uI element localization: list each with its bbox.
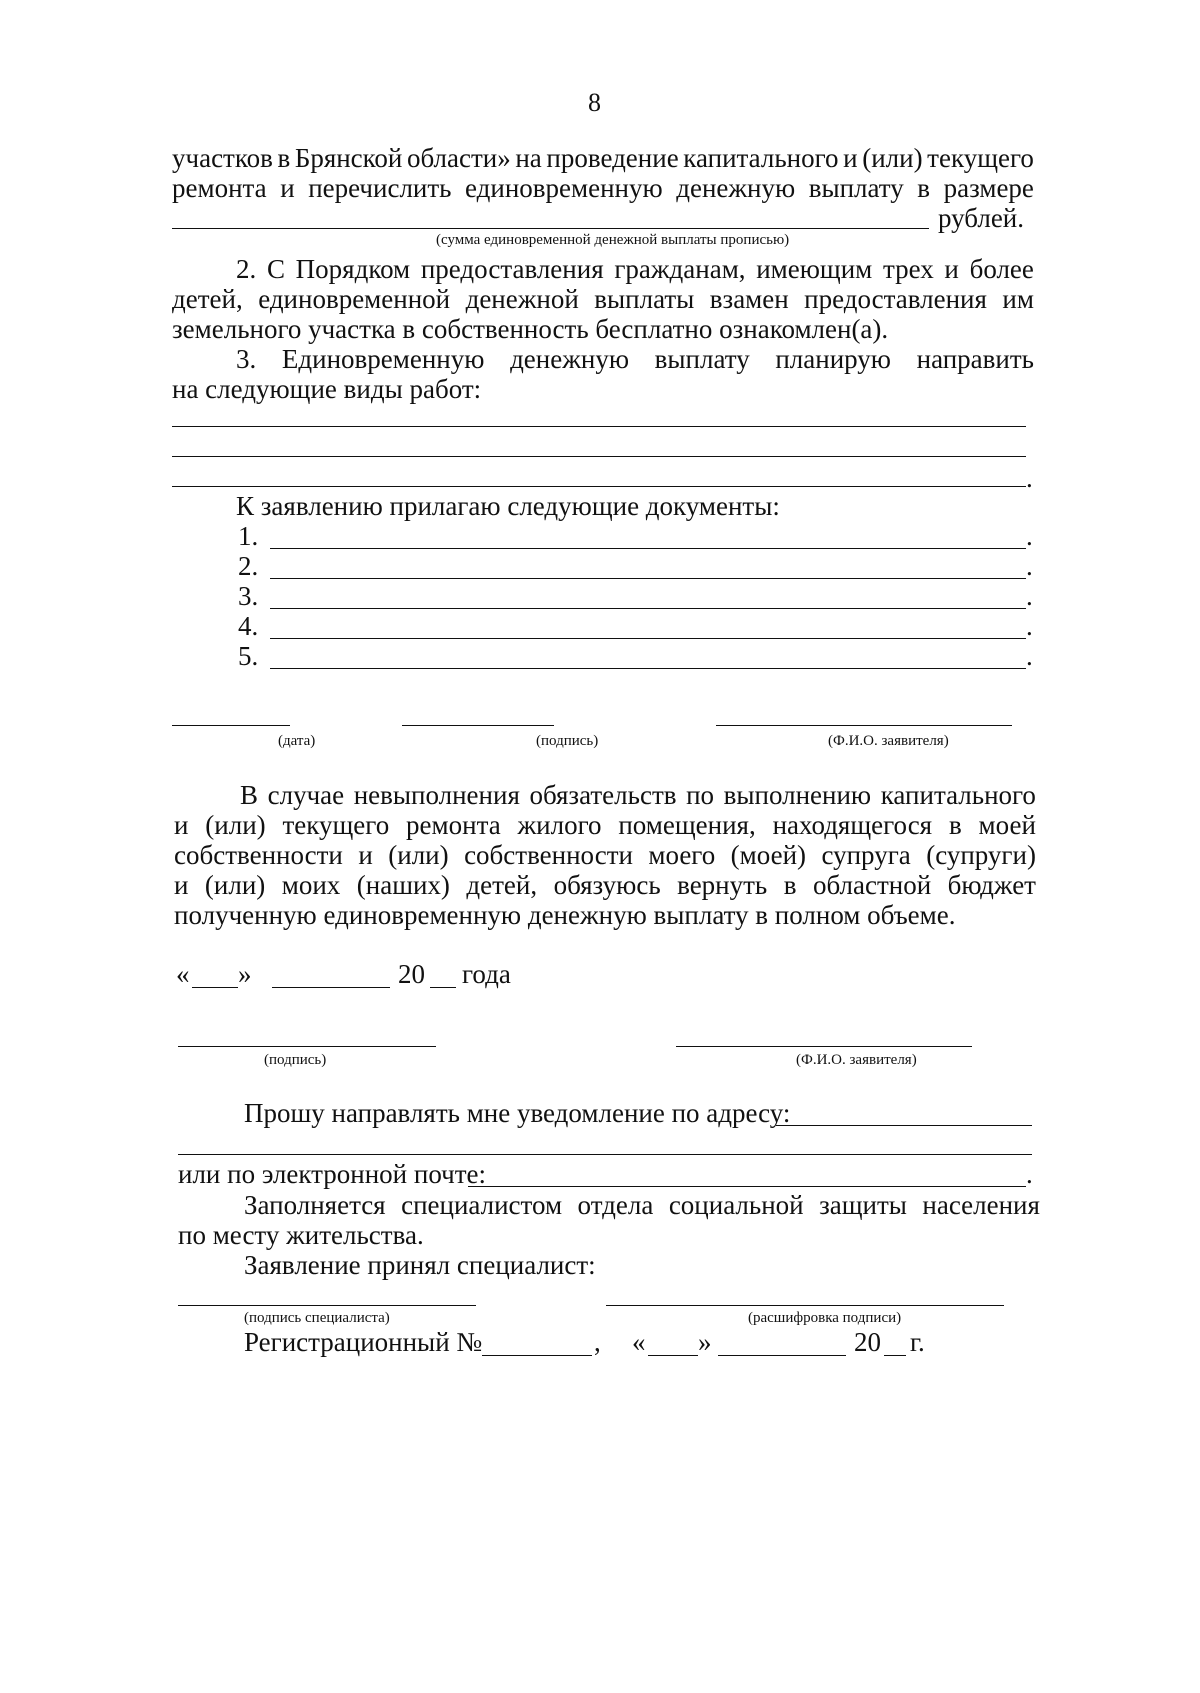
reg-comma: , xyxy=(594,1327,601,1357)
word: перечислить xyxy=(308,173,452,203)
word: (или) xyxy=(862,143,923,173)
word: на xyxy=(515,143,542,173)
word: единовременную xyxy=(465,173,663,203)
obligation-line-1 xyxy=(240,779,1036,811)
document-item-blank[interactable] xyxy=(270,668,1026,669)
word: обязательств xyxy=(529,780,677,810)
word: обязуюсь xyxy=(553,870,661,900)
word: моих xyxy=(281,870,341,900)
reg-number-label: Регистрационный № xyxy=(244,1327,483,1357)
word: Брянской xyxy=(294,143,403,173)
word: невыполнения xyxy=(353,780,520,810)
document-item-end-dot: . xyxy=(1026,521,1033,551)
word: (наших) xyxy=(356,870,450,900)
word: Единовременную xyxy=(281,344,485,374)
item2-line-3: земельного участка в собственность бесплатно ознакомлен(а). xyxy=(172,314,889,344)
work-types-line-2[interactable] xyxy=(172,456,1026,457)
word: (супруги) xyxy=(926,840,1036,870)
obligation-line-3 xyxy=(174,839,1036,871)
word: текущего xyxy=(282,810,390,840)
reg-month-blank[interactable] xyxy=(718,1355,846,1356)
document-item-end-dot: . xyxy=(1026,641,1033,671)
year-blank[interactable] xyxy=(430,987,456,988)
signature-line[interactable] xyxy=(402,725,554,726)
specialist-decoding-line[interactable] xyxy=(606,1305,1004,1306)
page-number: 8 xyxy=(588,88,601,117)
reg-number-blank[interactable] xyxy=(482,1355,592,1356)
date-signature-line[interactable] xyxy=(172,725,290,726)
word: планирую xyxy=(775,344,891,374)
word: в xyxy=(948,810,962,840)
specialist-decoding-caption: (расшифровка подписи) xyxy=(748,1310,902,1326)
obligation-line-5: полученную единовременную денежную выплату в полном объеме. xyxy=(174,900,956,930)
word: ремонта xyxy=(172,173,267,203)
word: денежную xyxy=(510,344,629,374)
amount-caption: (сумма единовременной денежной выплаты прописью) xyxy=(436,232,790,248)
word: Заполняется xyxy=(244,1190,386,1220)
accepted-label: Заявление принял специалист: xyxy=(244,1250,596,1280)
document-item-blank[interactable] xyxy=(270,638,1026,639)
word: вернуть xyxy=(677,870,768,900)
fio-caption: (Ф.И.О. заявителя) xyxy=(828,733,949,749)
document-item-number: 4. xyxy=(238,611,259,641)
word: населения xyxy=(922,1190,1040,1220)
word: капитального xyxy=(683,143,839,173)
word: предоставления xyxy=(420,254,604,284)
word: и xyxy=(174,870,189,900)
word: в xyxy=(277,143,291,173)
word: помещения, xyxy=(618,810,756,840)
document-item-end-dot: . xyxy=(1026,611,1033,641)
word: единовременной xyxy=(258,284,451,314)
word: проведение xyxy=(546,143,679,173)
word: (моей) xyxy=(730,840,807,870)
document-item-blank[interactable] xyxy=(270,608,1026,609)
month-blank[interactable] xyxy=(272,987,390,988)
intro-line-1 xyxy=(172,142,1034,174)
word: моего xyxy=(648,840,716,870)
item3-line-1 xyxy=(236,343,1034,375)
word: и xyxy=(358,840,373,870)
word: взамен xyxy=(709,284,789,314)
word: С xyxy=(266,254,285,284)
date-close-quote: » xyxy=(238,959,252,989)
amount-blank-line[interactable] xyxy=(172,228,929,229)
document-item-number: 2. xyxy=(238,551,259,581)
obligation-line-4 xyxy=(174,869,1036,901)
word: по xyxy=(686,780,715,810)
word: размере xyxy=(943,173,1034,203)
word: находящегося xyxy=(772,810,933,840)
item3-line-2: на следующие виды работ: xyxy=(172,374,482,404)
reg-year-suffix: г. xyxy=(910,1327,925,1357)
word: 2. xyxy=(236,254,257,284)
date-open-quote: « xyxy=(176,959,190,989)
reg-close-quote: » xyxy=(698,1327,712,1357)
word: (или) xyxy=(205,810,266,840)
email-end-dot: . xyxy=(1026,1159,1033,1189)
word: (или) xyxy=(388,840,449,870)
address-blank-2[interactable] xyxy=(178,1154,1032,1155)
signature-line-2[interactable] xyxy=(178,1046,436,1047)
specialist-signature-caption: (подпись специалиста) xyxy=(244,1310,390,1326)
document-item-number: 1. xyxy=(238,521,259,551)
email-blank[interactable] xyxy=(468,1186,1026,1187)
word: специалистом xyxy=(401,1190,563,1220)
word: моей xyxy=(978,810,1036,840)
year-suffix: года xyxy=(462,959,511,989)
intro-line-2 xyxy=(172,172,1034,204)
word: выплату xyxy=(654,344,750,374)
document-item-number: 3. xyxy=(238,581,259,611)
word: и xyxy=(280,173,295,203)
day-blank[interactable] xyxy=(192,987,238,988)
document-item-end-dot: . xyxy=(1026,551,1033,581)
item2-line-2 xyxy=(172,283,1034,315)
word: выплаты xyxy=(594,284,695,314)
reg-year-prefix: 20 xyxy=(854,1327,881,1357)
work-types-line-1[interactable] xyxy=(172,426,1026,427)
word: денежной xyxy=(465,284,579,314)
word: им xyxy=(1002,284,1034,314)
word: области» xyxy=(406,143,511,173)
word: Порядком xyxy=(295,254,411,284)
work-types-end-dot: . xyxy=(1026,463,1033,493)
document-item-end-dot: . xyxy=(1026,581,1033,611)
word: социальной xyxy=(668,1190,804,1220)
signature-caption-2: (подпись) xyxy=(264,1052,327,1068)
word: и xyxy=(174,810,189,840)
word: денежную xyxy=(676,173,796,203)
word: ремонта xyxy=(406,810,501,840)
word: детей, xyxy=(172,284,243,314)
word: защиты xyxy=(819,1190,907,1220)
document-item-blank[interactable] xyxy=(270,578,1026,579)
email-label: или по электронной почте: xyxy=(178,1159,486,1189)
word: и xyxy=(843,143,858,173)
word: выплату xyxy=(808,173,904,203)
year-prefix: 20 xyxy=(398,959,425,989)
document-item-blank[interactable] xyxy=(270,548,1026,549)
word: участков xyxy=(172,143,273,173)
word: детей, xyxy=(466,870,538,900)
rubles-label: рублей. xyxy=(938,203,1025,233)
fio-caption-2: (Ф.И.О. заявителя) xyxy=(796,1052,917,1068)
word: текущего xyxy=(927,143,1034,173)
date-caption: (дата) xyxy=(278,733,316,749)
word: отдела xyxy=(577,1190,654,1220)
word: жилого xyxy=(517,810,602,840)
word: гражданам, xyxy=(614,254,746,284)
reg-open-quote: « xyxy=(632,1327,646,1357)
word: капитального xyxy=(880,780,1036,810)
document-item-number: 5. xyxy=(238,641,259,671)
fio-signature-line[interactable] xyxy=(716,725,1012,726)
word: В xyxy=(240,780,259,810)
specialist-line-2: по месту жительства. xyxy=(178,1220,424,1250)
documents-heading: К заявлению прилагаю следующие документы: xyxy=(236,491,780,521)
word: в xyxy=(917,173,931,203)
address-blank-1[interactable] xyxy=(776,1125,1032,1126)
obligation-line-2 xyxy=(174,809,1036,841)
signature-caption: (подпись) xyxy=(536,733,599,749)
word: областной xyxy=(812,870,932,900)
word: выполнению xyxy=(723,780,872,810)
work-types-line-3[interactable] xyxy=(172,486,1026,487)
specialist-signature-line[interactable] xyxy=(178,1305,476,1306)
word: имеющим xyxy=(756,254,873,284)
specialist-line-1 xyxy=(244,1189,1040,1221)
word: супруга xyxy=(821,840,911,870)
word: предоставления xyxy=(804,284,987,314)
word: трех xyxy=(882,254,934,284)
word: случае xyxy=(267,780,345,810)
word: более xyxy=(969,254,1034,284)
word: (или) xyxy=(204,870,266,900)
word: собственности xyxy=(464,840,633,870)
word: направить xyxy=(916,344,1034,374)
word: бюджет xyxy=(947,870,1036,900)
word: 3. xyxy=(236,344,257,374)
word: собственности xyxy=(174,840,343,870)
reg-day-blank[interactable] xyxy=(648,1355,698,1356)
fio-signature-line-2[interactable] xyxy=(676,1046,972,1047)
reg-year-blank[interactable] xyxy=(884,1355,906,1356)
item2-line-1 xyxy=(236,253,1034,285)
word: в xyxy=(783,870,797,900)
address-label: Прошу направлять мне уведомление по адресу: xyxy=(244,1098,791,1128)
word: и xyxy=(944,254,959,284)
